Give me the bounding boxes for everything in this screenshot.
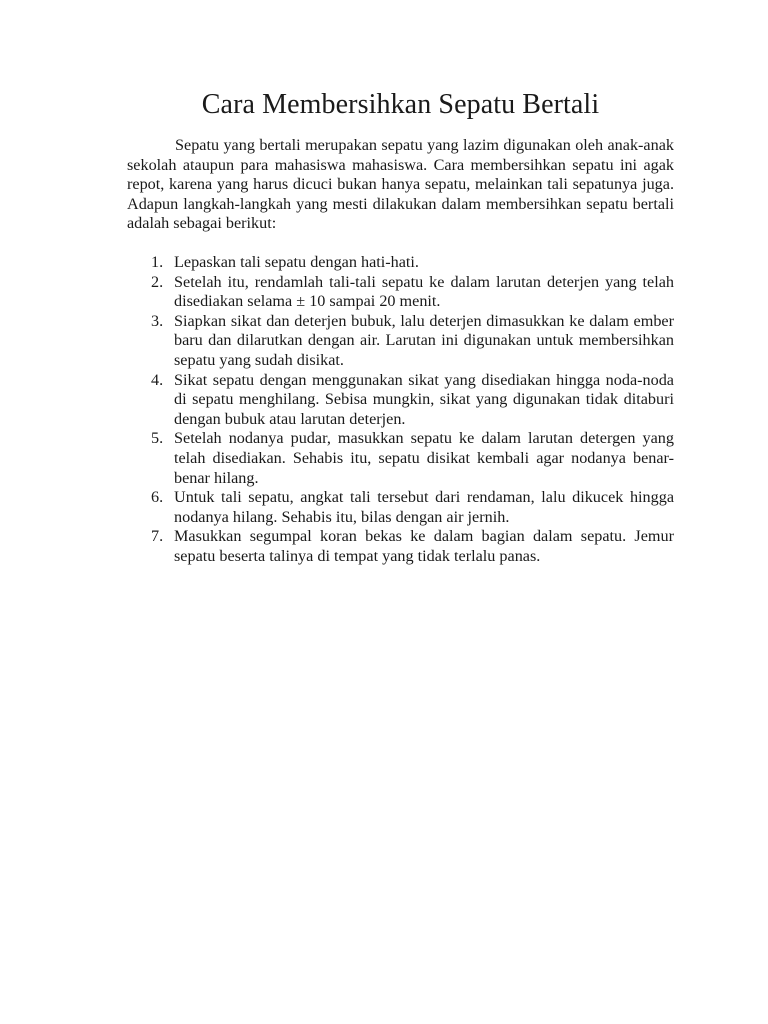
step-number: 7. xyxy=(151,527,164,546)
step-text: Lepaskan tali sepatu dengan hati-hati. xyxy=(174,252,419,271)
step-number: 6. xyxy=(151,488,164,507)
step-item xyxy=(127,488,674,527)
step-number: 2. xyxy=(151,272,164,291)
step-text: Setelah nodanya pudar, masukkan sepatu ke dalam larutan detergen yang telah disediakan. Sehabis itu, sepatu disikat kembali agar nodanya benar-benar hilang. xyxy=(174,429,674,487)
step-text: Sikat sepatu dengan menggunakan sikat yang disediakan hingga noda-noda di sepatu menghilang. Sebisa mungkin, sikat yang digunakan tidak ditaburi dengan bubuk atau larutan deterjen. xyxy=(174,370,674,428)
step-item xyxy=(127,429,674,488)
step-item xyxy=(127,371,674,430)
step-item xyxy=(127,527,674,566)
step-item xyxy=(127,273,674,312)
steps-list xyxy=(127,253,674,567)
intro-paragraph: Sepatu yang bertali merupakan sepatu yang lazim digunakan oleh anak-anak sekolah ataupun para mahasiswa mahasiswa. Cara membersihkan sepatu ini agak repot, karena yang harus dicuci bukan hanya sepatu, melainkan tali sepatunya juga. Adapun langkah-langkah yang mesti dilakukan dalam membersihkan sepatu bertali adalah sebagai berikut: xyxy=(127,136,674,233)
step-text: Siapkan sikat dan deterjen bubuk, lalu deterjen dimasukkan ke dalam ember baru dan dilarutkan dengan air. Larutan ini digunakan untuk membersihkan sepatu yang sudah disikat. xyxy=(174,311,674,369)
step-item xyxy=(127,253,674,273)
step-text: Masukkan segumpal koran bekas ke dalam bagian dalam sepatu. Jemur sepatu beserta talinya di tempat yang tidak terlalu panas. xyxy=(174,527,674,565)
step-number: 5. xyxy=(151,429,164,448)
document-page xyxy=(127,88,674,566)
step-number: 3. xyxy=(151,311,164,330)
step-text: Setelah itu, rendamlah tali-tali sepatu ke dalam larutan deterjen yang telah disediakan selama ± 10 sampai 20 menit. xyxy=(174,272,674,311)
step-text: Untuk tali sepatu, angkat tali tersebut dari rendaman, lalu dikucek hingga nodanya hilang. Sehabis itu, bilas dengan air jernih. xyxy=(174,488,674,526)
step-number: 1. xyxy=(151,252,164,271)
document-title: Cara Membersihkan Sepatu Bertali xyxy=(201,89,600,120)
step-item xyxy=(127,312,674,371)
step-number: 4. xyxy=(151,370,164,389)
